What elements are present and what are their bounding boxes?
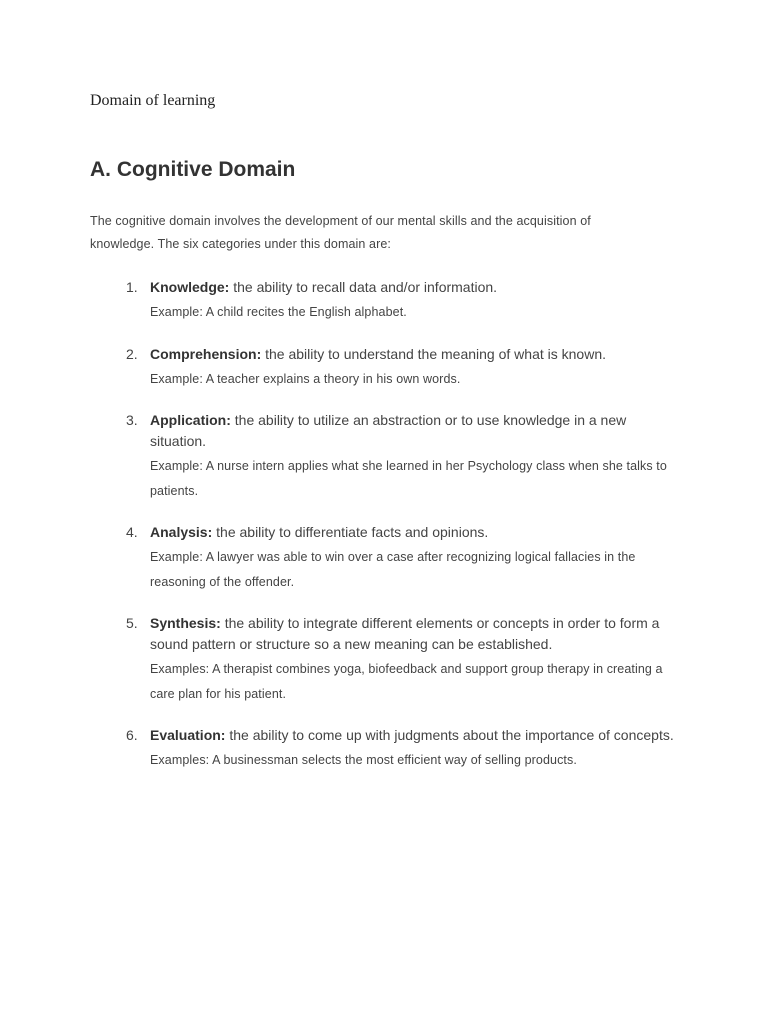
category-definition — [150, 725, 680, 746]
list-number: 1. — [126, 279, 138, 295]
category-definition — [150, 613, 680, 655]
category-term: Synthesis: — [150, 615, 221, 631]
category-definition-text: the ability to understand the meaning of what is known. — [261, 345, 606, 362]
list-item-evaluation — [0, 725, 680, 773]
list-number: 4. — [126, 524, 138, 540]
category-example: Example: A lawyer was able to win over a case after recognizing logical fallacies in the reasoning of the offender. — [150, 550, 636, 589]
category-definition-text: the ability to differentiate facts and opinions. — [212, 524, 489, 540]
section-heading: A. Cognitive Domain — [90, 158, 296, 181]
category-example: Examples: A businessman selects the most efficient way of selling products. — [150, 753, 577, 767]
list-item-knowledge — [0, 277, 680, 325]
category-definition-text: the ability to utilize an abstraction or to use knowledge in a new situation. — [150, 412, 627, 449]
category-definition — [150, 344, 680, 365]
list-item-comprehension — [0, 344, 680, 392]
category-definition — [150, 277, 680, 298]
category-definition — [150, 522, 680, 543]
category-definition — [150, 410, 680, 452]
category-definition-text: the ability to integrate different elements or concepts in order to form a sound pattern or structure so a new meaning can be established. — [150, 615, 660, 652]
category-example: Example: A teacher explains a theory in his own words. — [150, 371, 461, 386]
list-number: 2. — [126, 345, 138, 362]
category-term: Application: — [150, 412, 231, 428]
category-term: Evaluation: — [150, 727, 226, 743]
list-item-synthesis — [0, 613, 680, 706]
list-item-analysis — [0, 522, 680, 594]
list-number: 3. — [126, 412, 138, 428]
list-item-application — [0, 410, 680, 503]
category-definition-text: the ability to come up with judgments about the importance of concepts. — [225, 727, 674, 743]
list-number: 5. — [126, 615, 138, 631]
intro-paragraph: The cognitive domain involves the development of our mental skills and the acquisition of knowledge. The six categories under this domain are: — [90, 214, 591, 251]
category-term: Knowledge: — [150, 279, 230, 295]
category-list — [0, 277, 768, 792]
document-title: Domain of learning — [90, 92, 216, 109]
category-example: Example: A nurse intern applies what she learned in her Psychology class when she talks to patients. — [150, 459, 667, 498]
category-term: Analysis: — [150, 524, 213, 540]
category-definition-text: the ability to recall data and/or information. — [229, 279, 498, 295]
category-example: Examples: A therapist combines yoga, biofeedback and support group therapy in creating a care plan for his patient. — [150, 662, 663, 701]
category-example: Example: A child recites the English alphabet. — [150, 305, 407, 319]
list-number: 6. — [126, 727, 138, 743]
category-term: Comprehension: — [150, 345, 262, 362]
